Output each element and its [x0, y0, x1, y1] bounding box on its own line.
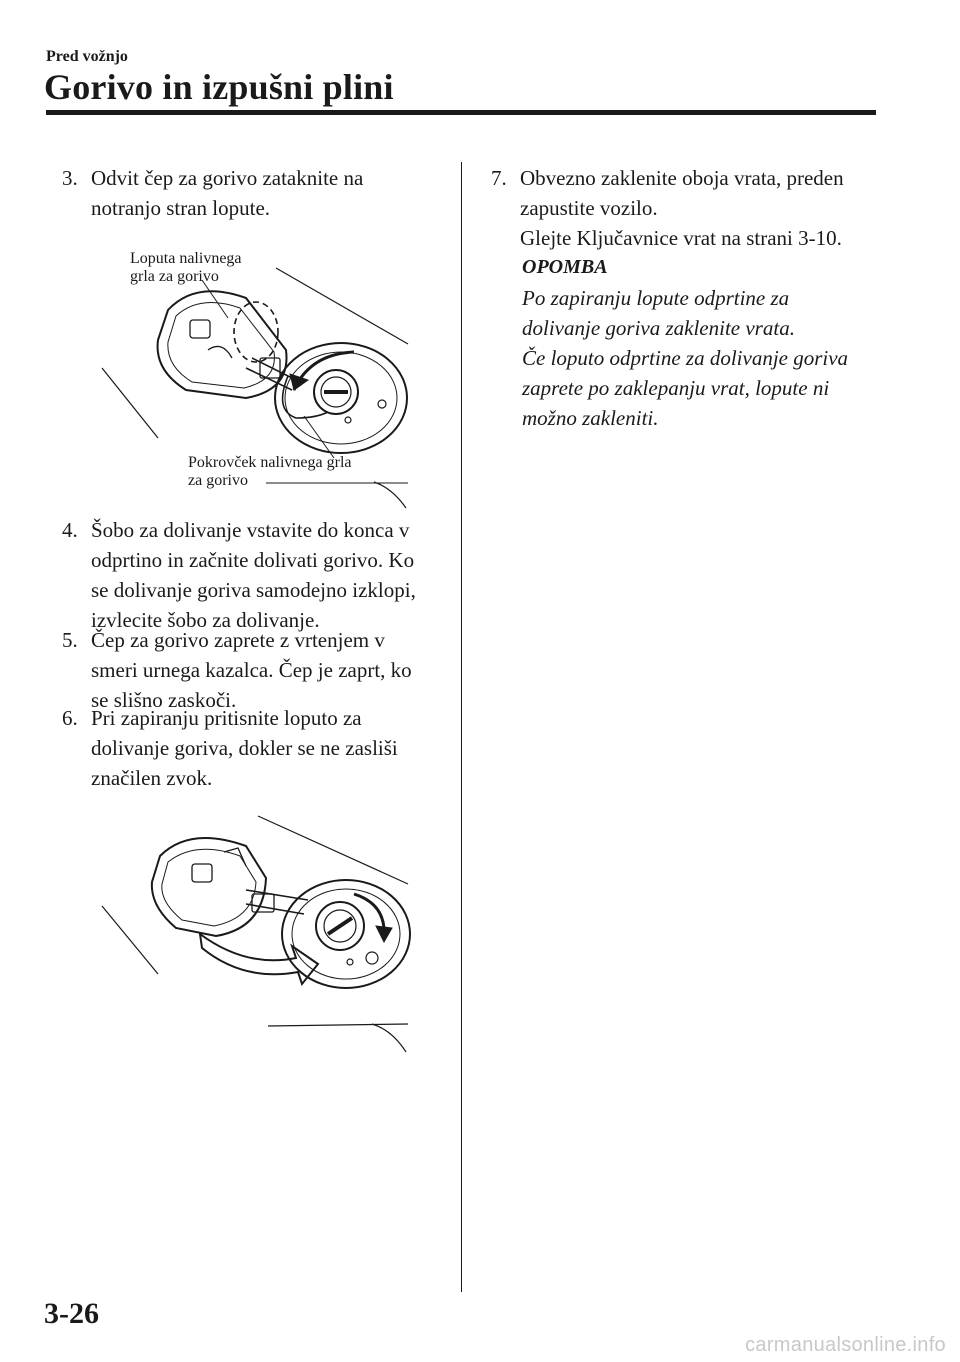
- step-line: Glejte Ključavnice vrat na strani 3-10.: [520, 226, 842, 250]
- step-line: Pri zapiranju pritisnite loputo za: [91, 706, 362, 730]
- step-line: Odvit čep za gorivo zataknite na: [91, 166, 364, 190]
- figure-fuel-cap-closing: [96, 808, 426, 1058]
- step-4: [62, 515, 452, 635]
- step-6: [62, 703, 452, 793]
- note-heading: OPOMBA: [522, 256, 608, 278]
- step-number: 6.: [62, 706, 78, 730]
- figure-label-fuel-cap: Pokrovček nalivnega grla za gorivo: [188, 454, 352, 489]
- step-line: notranjo stran lopute.: [91, 196, 271, 220]
- step-7: [491, 163, 891, 253]
- note-line: Po zapiranju lopute odprtine za: [522, 286, 790, 310]
- step-line: Čep za gorivo zaprete z vrtenjem v: [91, 628, 385, 652]
- step-line: se slišno zaskoči.: [91, 688, 237, 712]
- step-5: [62, 625, 452, 715]
- step-3: [62, 163, 452, 223]
- step-line: se dolivanje goriva samodejno izklopi,: [91, 578, 416, 602]
- step-number: 7.: [491, 166, 507, 190]
- fuel-lid-closing-illustration: [96, 808, 426, 1058]
- step-number: 4.: [62, 518, 78, 542]
- step-number: 5.: [62, 628, 78, 652]
- note-line: zaprete po zaklepanju vrat, lopute ni: [522, 376, 830, 400]
- watermark: carmanualsonline.info: [745, 1334, 946, 1356]
- title-rule: [46, 110, 876, 115]
- note-line: možno zakleniti.: [522, 406, 659, 430]
- note-line: dolivanje goriva zaklenite vrata.: [522, 316, 795, 340]
- step-line: odprtino in začnite dolivati gorivo. Ko: [91, 548, 415, 572]
- step-line: Obvezno zaklenite oboja vrata, preden: [520, 166, 844, 190]
- column-divider: [461, 162, 462, 1292]
- step-line: smeri urnega kazalca. Čep je zaprt, ko: [91, 658, 412, 682]
- step-line: dolivanje goriva, dokler se ne zasliši: [91, 736, 398, 760]
- step-line: Šobo za dolivanje vstavite do konca v: [91, 518, 410, 542]
- page-number: 3-26: [44, 1297, 99, 1330]
- note-line: Če loputo odprtine za dolivanje goriva: [522, 346, 849, 370]
- step-line: zapustite vozilo.: [520, 196, 658, 220]
- section-label: Pred vožnjo: [46, 48, 128, 65]
- page-title: Gorivo in izpušni plini: [44, 67, 394, 107]
- figure-fuel-cap-open: [96, 240, 426, 510]
- step-number: 3.: [62, 166, 78, 190]
- step-line: značilen zvok.: [91, 766, 213, 790]
- step-line: izvlecite šobo za dolivanje.: [91, 608, 320, 632]
- figure-label-fuel-lid: Loputa nalivnega grla za gorivo: [130, 250, 242, 285]
